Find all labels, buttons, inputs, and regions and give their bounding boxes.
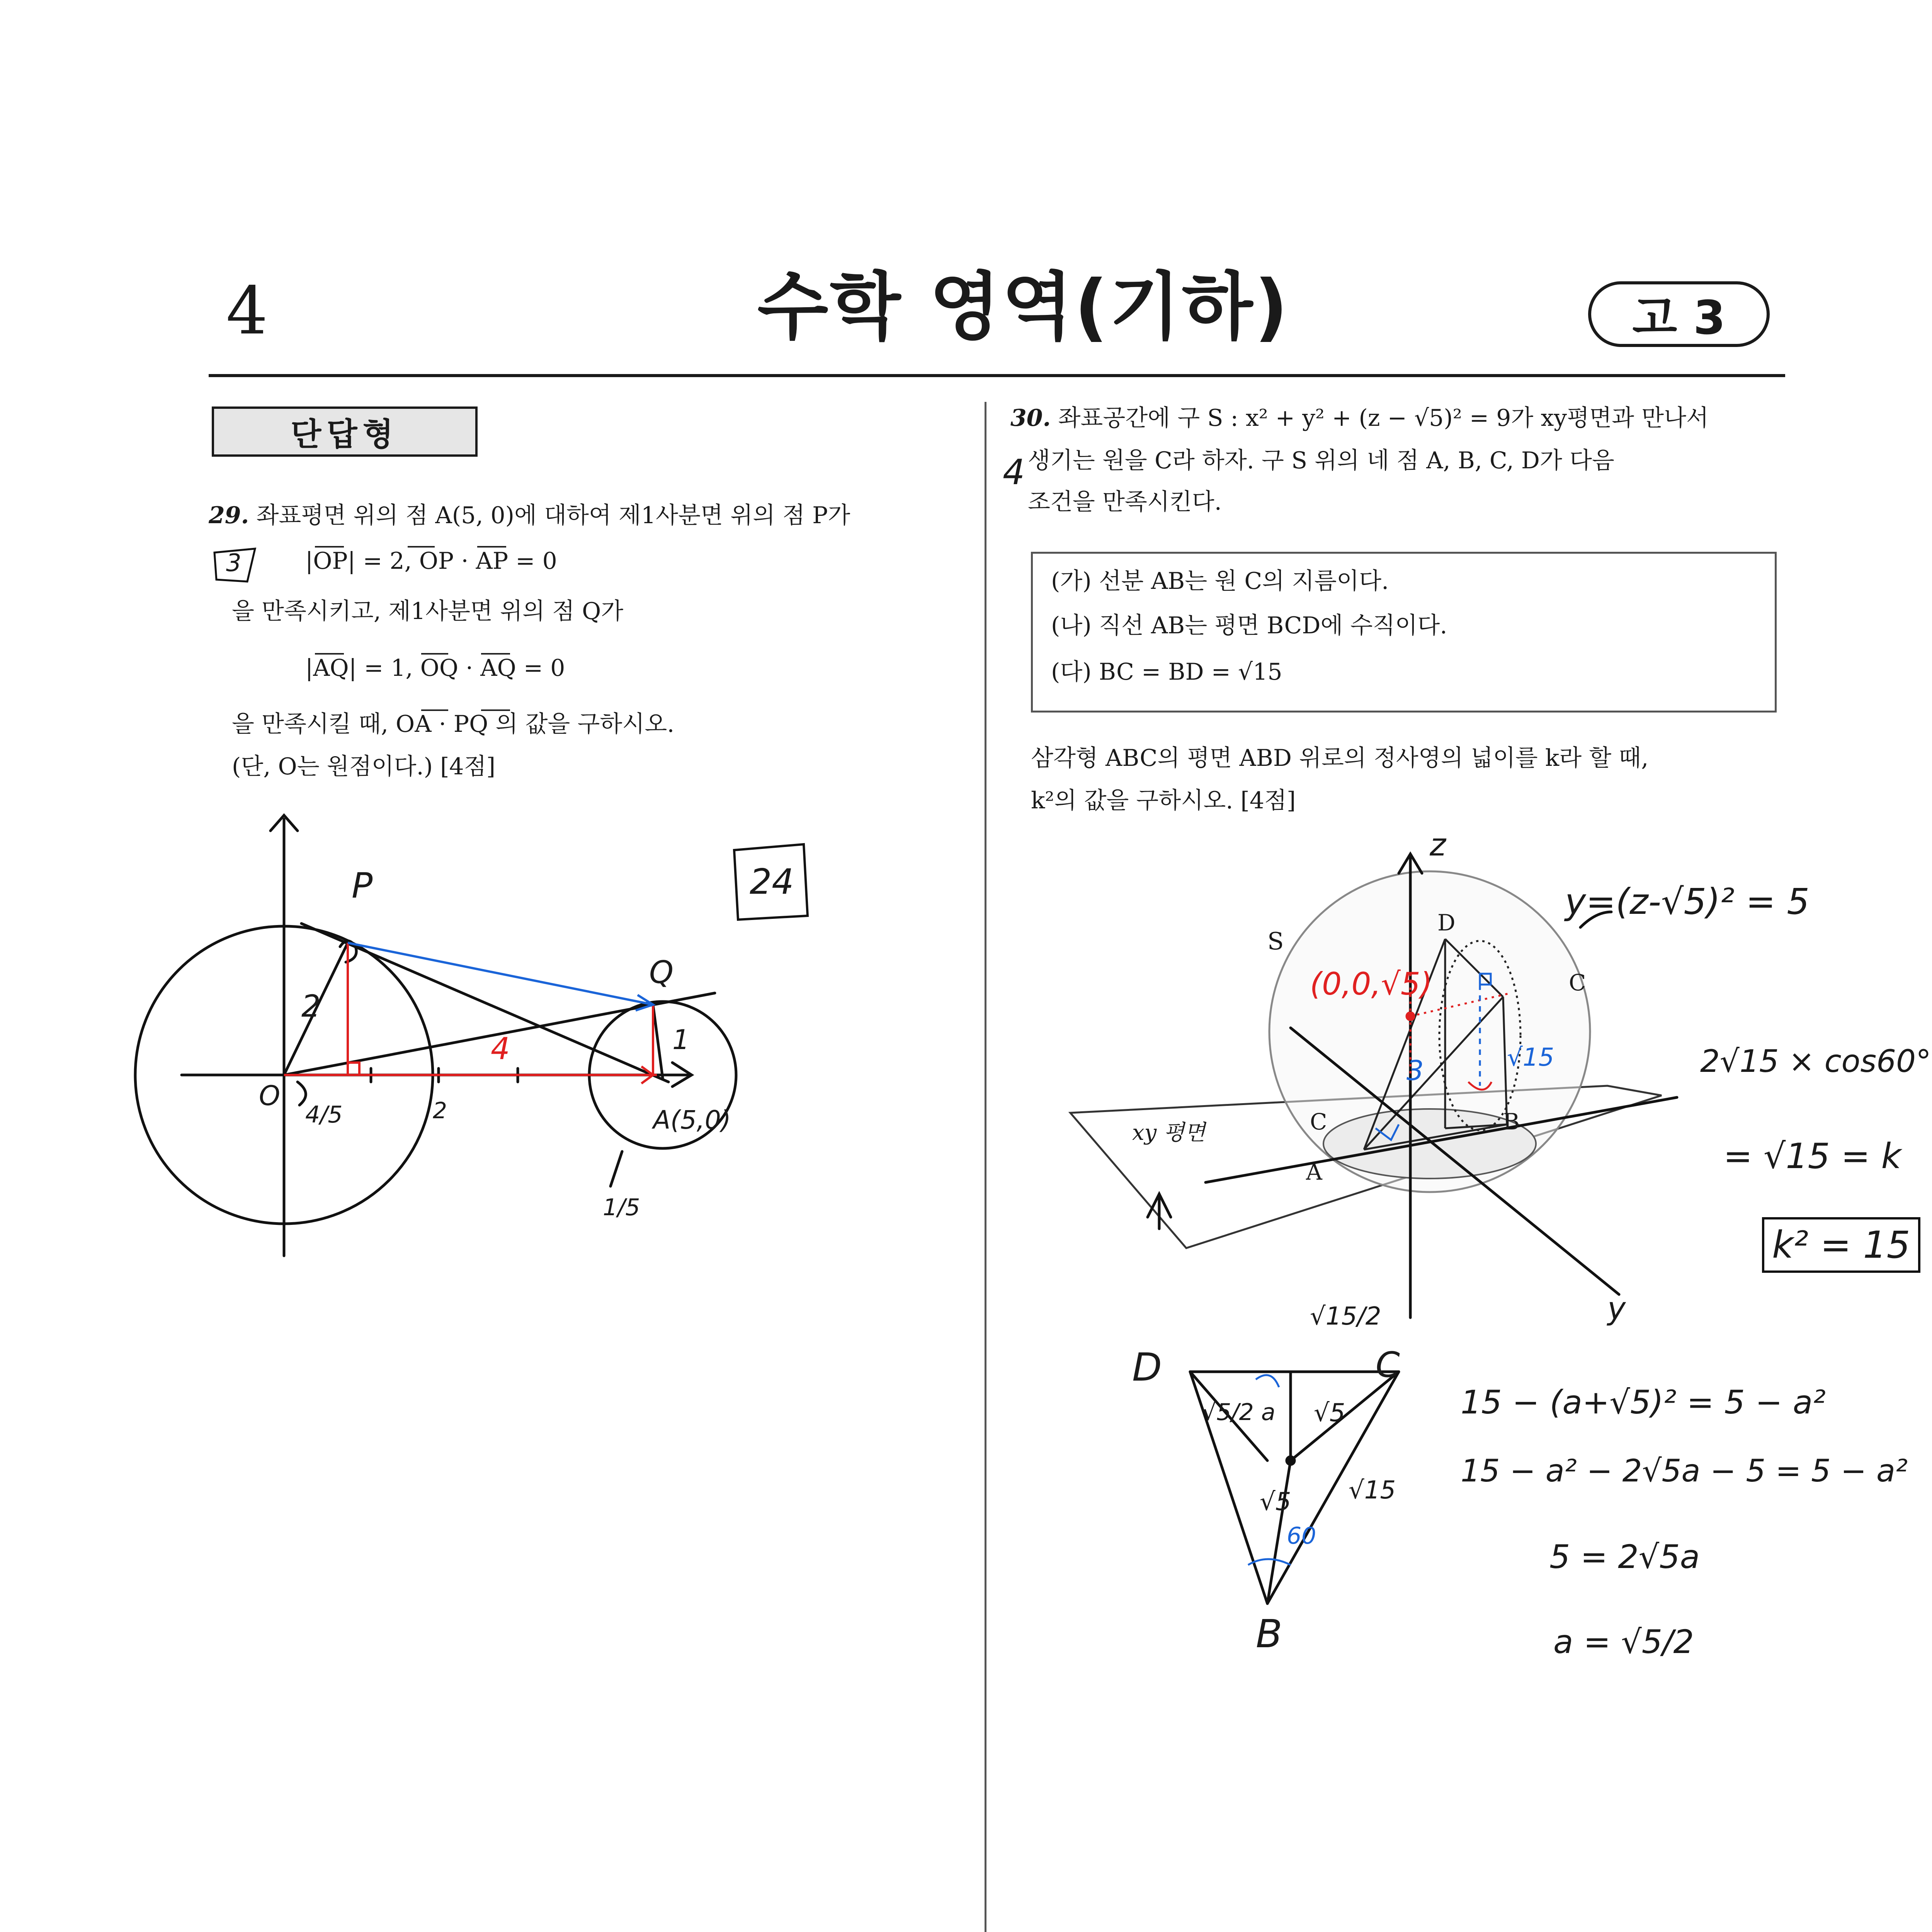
q29-text-1: 좌표평면 위의 점 A(5, 0)에 대하여 제1사분면 위의 점 P가 <box>256 502 850 529</box>
q29-text-4: (단, O는 원점이다.) [4점] <box>232 753 496 780</box>
q29-text-3: 을 만족시킬 때, OA · PQ 의 값을 구하시오. <box>232 711 675 738</box>
length-op: 2 <box>301 989 321 1024</box>
q29-condition-2: |AQ| = 1, OQ · AQ = 0 <box>305 655 565 682</box>
tri-label-c: C <box>1376 1345 1400 1385</box>
tick-label-2: 2 <box>433 1097 447 1124</box>
equation-1: y=(z-√5)² = 5 <box>1565 881 1810 922</box>
axis-y-label: y <box>1607 1291 1626 1327</box>
q30-text-2: 생기는 원을 C라 하자. 구 S 위의 네 점 A, B, C, D가 다음 <box>1028 447 1614 474</box>
center-label: (0,0,√5) <box>1310 966 1432 1002</box>
q30-condition-ga: (가) 선분 AB는 원 C의 지름이다. <box>1051 568 1389 595</box>
q30-condition-na: (나) 직선 AB는 평면 BCD에 수직이다. <box>1051 612 1447 639</box>
q29-text-2: 을 만족시키고, 제1사분면 위의 점 Q가 <box>232 598 624 625</box>
tri-label-d: D <box>1132 1345 1162 1390</box>
red-right-angle <box>348 1063 359 1075</box>
frac-4-5: 4/5 <box>305 1101 343 1128</box>
page-title: 수학 영역(기하) <box>757 264 1290 350</box>
work-line-3: 5 = 2√5a <box>1549 1538 1700 1576</box>
equation-3: = √15 = k <box>1723 1136 1901 1177</box>
section-label: 단답형 <box>212 406 478 457</box>
label-p: P <box>352 866 373 906</box>
q29-answer: 24 <box>750 862 794 902</box>
length-root15: √15 <box>1507 1043 1554 1072</box>
label-b-pt: B <box>1503 1109 1520 1135</box>
axis-z-label: z <box>1430 827 1446 863</box>
tri-side-root5: √5 <box>1314 1399 1345 1427</box>
label-a-pt: A <box>1306 1159 1322 1185</box>
frac-1-5: 1/5 <box>603 1194 640 1221</box>
length-aq: 1 <box>672 1024 690 1056</box>
tri-top-length: √15/2 <box>1310 1302 1381 1331</box>
page-number: 4 <box>226 273 268 349</box>
label-o: O <box>259 1080 281 1112</box>
q30-text-3: 조건을 만족시킨다. <box>1028 488 1222 515</box>
label-q: Q <box>649 954 673 990</box>
blue-a-arc <box>1256 1375 1279 1387</box>
label-point-c: C <box>1569 969 1586 996</box>
work-line-1: 15 − (a+√5)² = 5 − a² <box>1461 1383 1826 1421</box>
q30-text-5: k²의 값을 구하시오. [4점] <box>1031 787 1296 814</box>
tri-center-dot <box>1287 1457 1294 1464</box>
q29-condition-1: |OP| = 2, OP · AP = 0 <box>305 548 557 575</box>
label-xy-plane: xy 평면 <box>1132 1120 1206 1145</box>
work-line-4: a = √5/2 <box>1553 1623 1694 1661</box>
q29-figure <box>0 0 981 1314</box>
work-line-2: 15 − a² − 2√5a − 5 = 5 − a² <box>1461 1453 1908 1489</box>
q30-figure <box>981 811 1932 1739</box>
q30-mark: 4 <box>1003 452 1025 493</box>
q30-text-1: 좌표공간에 구 S : x² + y² + (z − √5)² = 9가 xy평면과 만나서 <box>1058 405 1709 432</box>
tri-label-b: B <box>1256 1611 1282 1656</box>
length-3: 3 <box>1406 1055 1424 1087</box>
tri-side-root5-b: √5 <box>1260 1488 1291 1516</box>
angle-arc-o <box>298 1082 306 1105</box>
length-4: 4 <box>491 1032 510 1066</box>
q30-number: 30. <box>1010 405 1051 432</box>
q30-answer: k² = 15 <box>1762 1217 1920 1273</box>
q30-line1 <box>1010 405 1709 432</box>
equation-2: 2√15 × cos60° <box>1700 1043 1931 1079</box>
tick-15 <box>611 1151 622 1186</box>
q29-mark: 3 <box>226 549 242 577</box>
red-center-point <box>1406 1012 1414 1020</box>
label-d: D <box>1437 910 1456 936</box>
tri-side-root15: √15 <box>1349 1476 1396 1505</box>
tri-angle-60: 60 <box>1287 1522 1316 1549</box>
label-s: S <box>1267 927 1284 955</box>
tri-side-5a: √5/2 a <box>1202 1399 1276 1426</box>
q30-condition-da: (다) BC = BD = √15 <box>1051 658 1282 685</box>
q29-number: 29. <box>209 502 249 529</box>
label-a: A(5,0) <box>653 1105 731 1135</box>
grade-badge: 고 3 <box>1588 281 1770 347</box>
q30-text-4: 삼각형 ABC의 평면 ABD 위로의 정사영의 넓이를 k라 할 때, <box>1031 745 1649 772</box>
segment-aq <box>653 1005 663 1078</box>
label-circle-c: C <box>1310 1109 1327 1135</box>
